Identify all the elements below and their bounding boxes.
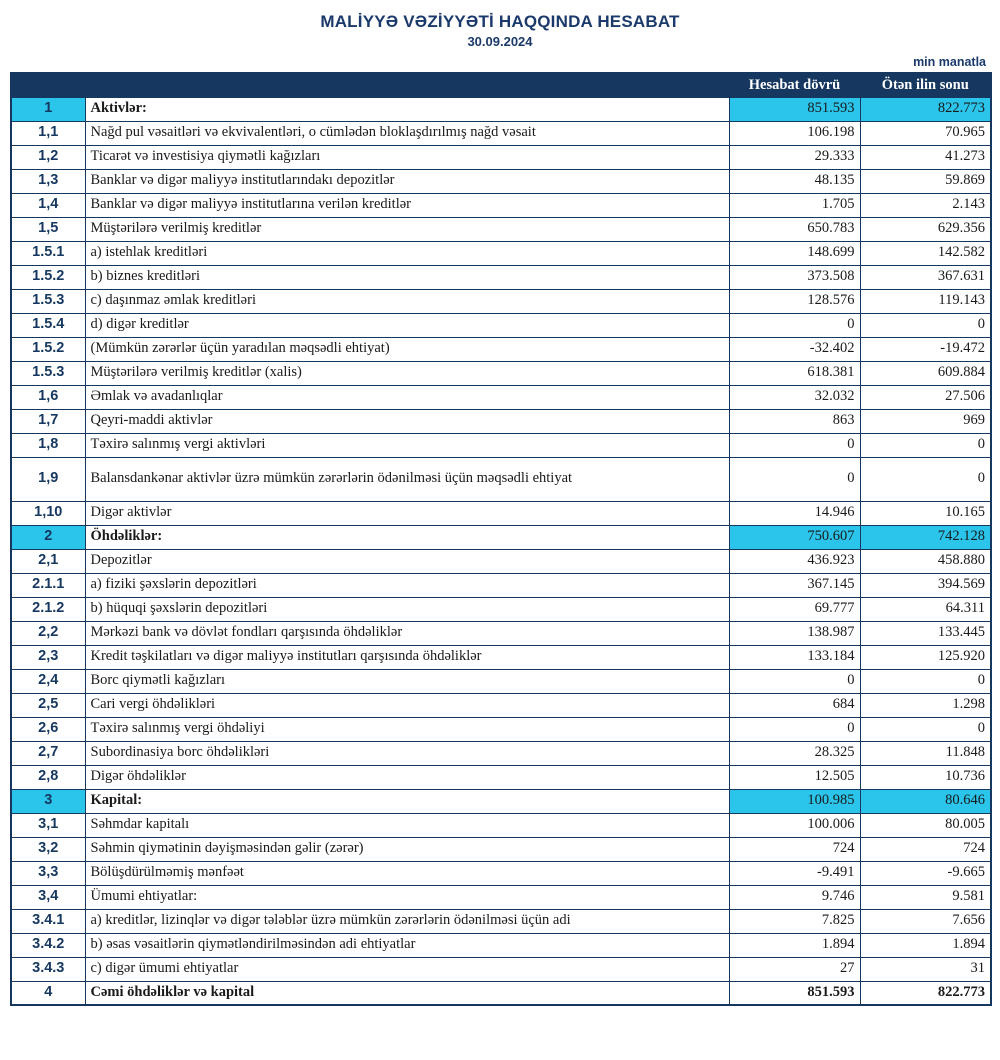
row-item-name: d) digər kreditlər <box>85 313 729 337</box>
table-row <box>11 433 991 457</box>
row-value-current: 29.333 <box>729 145 860 169</box>
row-item-name: Balansdankənar aktivlər üzrə mümkün zərərlərin ödənilməsi üçün məqsədli ehtiyat <box>85 457 729 501</box>
row-number: 1 <box>11 97 85 121</box>
row-number: 1.5.4 <box>11 313 85 337</box>
row-item-name: Banklar və digər maliyyə institutlarındakı depozitlər <box>85 169 729 193</box>
row-value-previous: 64.311 <box>860 597 991 621</box>
row-item-name: Öhdəliklər: <box>85 525 729 549</box>
table-row <box>11 669 991 693</box>
row-number: 1,1 <box>11 121 85 145</box>
table-row <box>11 217 991 241</box>
row-item-name: Səhmdar kapitalı <box>85 813 729 837</box>
row-value-previous: 0 <box>860 433 991 457</box>
table-row <box>11 765 991 789</box>
header-number <box>11 73 85 97</box>
row-item-name: Depozitlər <box>85 549 729 573</box>
row-value-current: 684 <box>729 693 860 717</box>
row-value-previous: 59.869 <box>860 169 991 193</box>
table-row <box>11 693 991 717</box>
row-value-current: 100.006 <box>729 813 860 837</box>
row-item-name: Səhmin qiymətinin dəyişməsindən gəlir (zərər) <box>85 837 729 861</box>
table-row <box>11 457 991 501</box>
row-value-previous: 133.445 <box>860 621 991 645</box>
row-number: 2,1 <box>11 549 85 573</box>
row-value-current: 9.746 <box>729 885 860 909</box>
row-item-name: a) kreditlər, lizinqlər və digər tələblər üzrə mümkün zərərlərin ödənilməsi üçün adi <box>85 909 729 933</box>
row-value-current: 48.135 <box>729 169 860 193</box>
row-number: 1.5.2 <box>11 337 85 361</box>
table-row <box>11 265 991 289</box>
row-value-previous: 31 <box>860 957 991 981</box>
row-value-previous: 2.143 <box>860 193 991 217</box>
row-value-previous: 125.920 <box>860 645 991 669</box>
row-value-current: 28.325 <box>729 741 860 765</box>
row-value-current: 106.198 <box>729 121 860 145</box>
row-number: 1,9 <box>11 457 85 501</box>
row-value-current: 128.576 <box>729 289 860 313</box>
header-current-period: Hesabat dövrü <box>729 73 860 97</box>
row-item-name: c) daşınmaz əmlak kreditləri <box>85 289 729 313</box>
row-value-previous: 0 <box>860 669 991 693</box>
table-row <box>11 193 991 217</box>
row-number: 1.5.1 <box>11 241 85 265</box>
table-row <box>11 741 991 765</box>
table-row <box>11 981 991 1005</box>
row-number: 4 <box>11 981 85 1005</box>
row-item-name: Kredit təşkilatları və digər maliyyə institutları qarşısında öhdəliklər <box>85 645 729 669</box>
row-value-current: 851.593 <box>729 97 860 121</box>
row-number: 3.4.2 <box>11 933 85 957</box>
row-value-previous: 609.884 <box>860 361 991 385</box>
table-row <box>11 573 991 597</box>
table-row <box>11 789 991 813</box>
table-row <box>11 861 991 885</box>
row-item-name: a) fiziki şəxslərin depozitləri <box>85 573 729 597</box>
row-value-current: 7.825 <box>729 909 860 933</box>
row-number: 1,3 <box>11 169 85 193</box>
row-value-current: 14.946 <box>729 501 860 525</box>
table-row <box>11 501 991 525</box>
row-value-current: 12.505 <box>729 765 860 789</box>
table-row <box>11 813 991 837</box>
row-value-previous: -9.665 <box>860 861 991 885</box>
row-value-previous: 742.128 <box>860 525 991 549</box>
row-value-current: 0 <box>729 313 860 337</box>
row-value-current: 367.145 <box>729 573 860 597</box>
row-value-current: 650.783 <box>729 217 860 241</box>
table-body <box>11 97 991 1005</box>
table-row <box>11 909 991 933</box>
row-number: 2 <box>11 525 85 549</box>
row-number: 3.4.1 <box>11 909 85 933</box>
table-row <box>11 121 991 145</box>
row-value-current: 27 <box>729 957 860 981</box>
table-row <box>11 933 991 957</box>
row-value-previous: 9.581 <box>860 885 991 909</box>
row-value-previous: 11.848 <box>860 741 991 765</box>
financial-position-table <box>10 72 992 1006</box>
table-row <box>11 145 991 169</box>
row-item-name: Qeyri-maddi aktivlər <box>85 409 729 433</box>
row-number: 2.1.1 <box>11 573 85 597</box>
row-value-previous: 80.646 <box>860 789 991 813</box>
row-value-previous: 119.143 <box>860 289 991 313</box>
row-value-current: -9.491 <box>729 861 860 885</box>
row-value-previous: 41.273 <box>860 145 991 169</box>
row-item-name: (Mümkün zərərlər üçün yaradılan məqsədli ehtiyat) <box>85 337 729 361</box>
row-number: 3,1 <box>11 813 85 837</box>
table-row <box>11 337 991 361</box>
header-item-name <box>85 73 729 97</box>
row-item-name: Nağd pul vəsaitləri və ekvivalentləri, o cümlədən bloklaşdırılmış nağd vəsait <box>85 121 729 145</box>
row-item-name: a) istehlak kreditləri <box>85 241 729 265</box>
row-value-previous: 1.894 <box>860 933 991 957</box>
row-number: 2,6 <box>11 717 85 741</box>
row-value-current: 1.705 <box>729 193 860 217</box>
row-value-previous: -19.472 <box>860 337 991 361</box>
row-number: 1,7 <box>11 409 85 433</box>
row-item-name: Təxirə salınmış vergi öhdəliyi <box>85 717 729 741</box>
row-value-current: 0 <box>729 457 860 501</box>
row-item-name: Müştərilərə verilmiş kreditlər (xalis) <box>85 361 729 385</box>
table-row <box>11 241 991 265</box>
row-item-name: Kapital: <box>85 789 729 813</box>
table-row <box>11 645 991 669</box>
row-value-current: 138.987 <box>729 621 860 645</box>
table-row <box>11 549 991 573</box>
row-number: 1.5.3 <box>11 289 85 313</box>
table-row <box>11 313 991 337</box>
row-number: 1.5.3 <box>11 361 85 385</box>
row-value-previous: 969 <box>860 409 991 433</box>
row-number: 1,2 <box>11 145 85 169</box>
header-previous-year-end: Ötən ilin sonu <box>860 73 991 97</box>
table-row <box>11 885 991 909</box>
table-row <box>11 597 991 621</box>
row-value-current: 863 <box>729 409 860 433</box>
row-value-current: 851.593 <box>729 981 860 1005</box>
row-value-previous: 10.165 <box>860 501 991 525</box>
row-number: 3,3 <box>11 861 85 885</box>
row-value-current: 32.032 <box>729 385 860 409</box>
row-item-name: Aktivlər: <box>85 97 729 121</box>
row-value-previous: 0 <box>860 457 991 501</box>
row-value-previous: 10.736 <box>860 765 991 789</box>
row-value-current: 148.699 <box>729 241 860 265</box>
row-number: 1.5.2 <box>11 265 85 289</box>
row-value-previous: 394.569 <box>860 573 991 597</box>
table-header-row <box>11 73 991 97</box>
row-value-current: 724 <box>729 837 860 861</box>
table-row <box>11 525 991 549</box>
row-item-name: Bölüşdürülməmiş mənfəət <box>85 861 729 885</box>
row-item-name: Banklar və digər maliyyə institutlarına verilən kreditlər <box>85 193 729 217</box>
row-item-name: Təxirə salınmış vergi aktivləri <box>85 433 729 457</box>
row-value-current: 0 <box>729 669 860 693</box>
row-number: 2.1.2 <box>11 597 85 621</box>
row-number: 1,5 <box>11 217 85 241</box>
row-value-previous: 70.965 <box>860 121 991 145</box>
table-row <box>11 97 991 121</box>
table-row <box>11 169 991 193</box>
row-value-current: 1.894 <box>729 933 860 957</box>
row-item-name: Digər aktivlər <box>85 501 729 525</box>
row-item-name: Borc qiymətli kağızları <box>85 669 729 693</box>
row-value-previous: 0 <box>860 313 991 337</box>
row-number: 2,5 <box>11 693 85 717</box>
row-number: 1,8 <box>11 433 85 457</box>
row-value-current: 750.607 <box>729 525 860 549</box>
row-item-name: Digər öhdəliklər <box>85 765 729 789</box>
row-value-previous: 27.506 <box>860 385 991 409</box>
row-value-current: 0 <box>729 717 860 741</box>
row-value-previous: 822.773 <box>860 97 991 121</box>
row-value-current: 100.985 <box>729 789 860 813</box>
row-number: 1,6 <box>11 385 85 409</box>
row-number: 2,2 <box>11 621 85 645</box>
row-number: 2,3 <box>11 645 85 669</box>
report-date: 30.09.2024 <box>467 34 533 49</box>
row-value-previous: 1.298 <box>860 693 991 717</box>
row-number: 1,10 <box>11 501 85 525</box>
row-number: 2,7 <box>11 741 85 765</box>
row-value-current: 373.508 <box>729 265 860 289</box>
row-value-previous: 822.773 <box>860 981 991 1005</box>
row-number: 3.4.3 <box>11 957 85 981</box>
row-value-previous: 458.880 <box>860 549 991 573</box>
table-row <box>11 361 991 385</box>
row-item-name: Ümumi ehtiyatlar: <box>85 885 729 909</box>
row-value-current: 618.381 <box>729 361 860 385</box>
row-value-current: 436.923 <box>729 549 860 573</box>
row-item-name: Əmlak və avadanlıqlar <box>85 385 729 409</box>
row-item-name: c) digər ümumi ehtiyatlar <box>85 957 729 981</box>
row-item-name: b) əsas vəsaitlərin qiymətləndirilməsindən adi ehtiyatlar <box>85 933 729 957</box>
row-item-name: Cari vergi öhdəlikləri <box>85 693 729 717</box>
table-row <box>11 837 991 861</box>
row-item-name: Cəmi öhdəliklər və kapital <box>85 981 729 1005</box>
row-number: 1,4 <box>11 193 85 217</box>
row-value-current: -32.402 <box>729 337 860 361</box>
row-item-name: Subordinasiya borc öhdəlikləri <box>85 741 729 765</box>
table-row <box>11 385 991 409</box>
table-row <box>11 717 991 741</box>
row-item-name: Müştərilərə verilmiş kreditlər <box>85 217 729 241</box>
units-label: min manatla <box>913 55 986 69</box>
row-value-previous: 629.356 <box>860 217 991 241</box>
page-title: MALİYYƏ VƏZİYYƏTİ HAQQINDA HESABAT <box>320 12 680 31</box>
row-number: 3,2 <box>11 837 85 861</box>
row-value-previous: 142.582 <box>860 241 991 265</box>
row-number: 2,8 <box>11 765 85 789</box>
table-row <box>11 621 991 645</box>
table-row <box>11 409 991 433</box>
row-value-current: 133.184 <box>729 645 860 669</box>
row-item-name: b) hüquqi şəxslərin depozitləri <box>85 597 729 621</box>
row-value-previous: 724 <box>860 837 991 861</box>
row-value-previous: 367.631 <box>860 265 991 289</box>
row-value-previous: 0 <box>860 717 991 741</box>
row-item-name: Mərkəzi bank və dövlət fondları qarşısında öhdəliklər <box>85 621 729 645</box>
row-value-previous: 80.005 <box>860 813 991 837</box>
row-item-name: Ticarət və investisiya qiymətli kağızları <box>85 145 729 169</box>
row-number: 2,4 <box>11 669 85 693</box>
row-value-previous: 7.656 <box>860 909 991 933</box>
row-value-current: 69.777 <box>729 597 860 621</box>
row-number: 3 <box>11 789 85 813</box>
row-value-current: 0 <box>729 433 860 457</box>
table-row <box>11 957 991 981</box>
table-row <box>11 289 991 313</box>
row-number: 3,4 <box>11 885 85 909</box>
row-item-name: b) biznes kreditləri <box>85 265 729 289</box>
